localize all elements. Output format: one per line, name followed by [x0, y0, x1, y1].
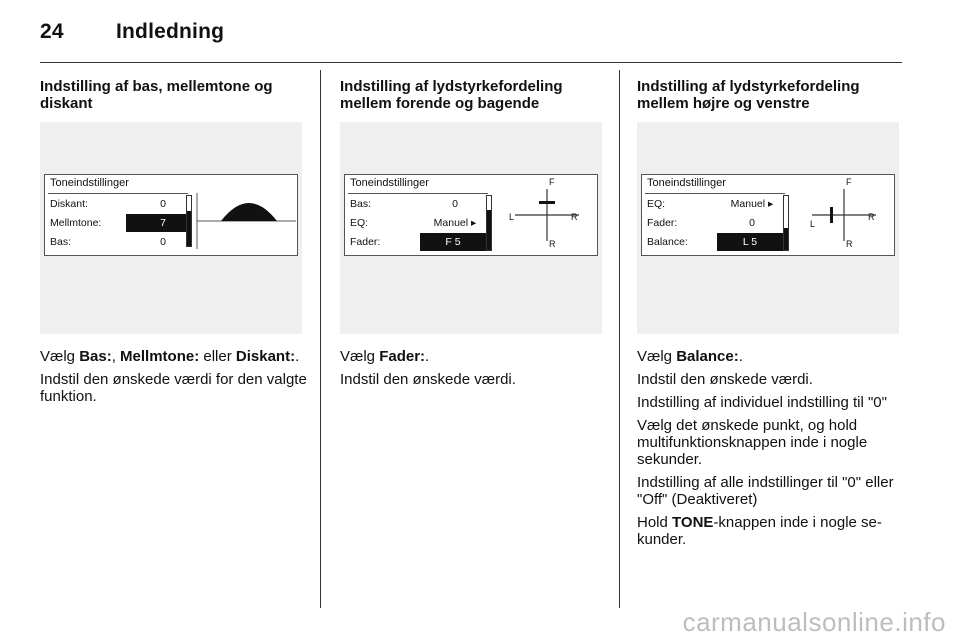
watermark: carmanualsonline.info	[682, 607, 946, 637]
caption-col2	[340, 348, 612, 388]
section-heading: Indstilling af lydstyrkefordeling mellem forende og bagende	[340, 78, 563, 112]
instruction-adjust: Indstil den ønskede værdi.	[637, 371, 813, 388]
page-number: 24	[40, 20, 64, 43]
compass-r-right: R	[868, 212, 875, 222]
tone-settings-figure	[40, 122, 302, 334]
setting-value: Manuel ▸	[730, 198, 774, 210]
setting-row-mid	[48, 214, 186, 232]
text-reset-all: Hold TONE-knappen inde i nogle se-kunder.	[637, 514, 882, 548]
setting-label: Mellmtone:	[50, 217, 102, 229]
setting-label: Fader:	[350, 236, 381, 248]
setting-value: 0	[160, 198, 166, 210]
setting-value: 0	[452, 198, 458, 210]
setting-label: EQ:	[647, 198, 666, 210]
level-bar	[486, 195, 492, 251]
setting-label: Balance:	[647, 236, 688, 248]
text-reset-individual: Vælg det ønskede punkt, og hold multifunktionsknappen inde i nogle sekunder.	[637, 417, 868, 468]
instruction-adjust: Indstil den ønskede værdi for den valgte funktion.	[40, 371, 307, 405]
setting-label: Bas:	[350, 198, 372, 210]
screen-title: Toneindstillinger	[350, 177, 429, 189]
setting-label: EQ:	[350, 217, 369, 229]
compass-r-bottom: R	[846, 239, 853, 249]
compass-f: F	[549, 177, 555, 187]
header-rule	[40, 62, 902, 63]
caption-col3	[637, 348, 909, 548]
display-screen	[641, 174, 895, 256]
screen-title: Toneindstillinger	[50, 177, 129, 189]
subheading-reset-individual: Indstilling af individuel indstilling til "0"	[637, 394, 887, 411]
compass-r-bottom: R	[549, 239, 556, 249]
setting-label: Bas:	[50, 236, 72, 248]
setting-value: L 5	[742, 236, 758, 248]
column-divider-1	[320, 70, 321, 608]
page-title: Indledning	[116, 20, 225, 43]
instruction-select: Vælg Bas:, Mellmtone: eller Diskant:.	[40, 348, 300, 365]
column-divider-2	[619, 70, 620, 608]
compass-l: L	[509, 212, 515, 222]
level-bar	[783, 195, 789, 251]
balance-figure	[637, 122, 899, 334]
fader-figure	[340, 122, 602, 334]
setting-row	[645, 214, 783, 232]
level-bar-fill	[187, 211, 191, 246]
setting-value: 0	[749, 217, 755, 229]
column-fader	[340, 78, 612, 112]
setting-value: F 5	[445, 236, 461, 248]
setting-value: 0	[160, 236, 166, 248]
setting-row	[645, 195, 783, 213]
caption-col1	[40, 348, 312, 405]
screen-divider	[348, 193, 488, 194]
compass-r-right: R	[571, 212, 578, 222]
setting-row	[48, 233, 186, 251]
level-bar-fill	[784, 228, 788, 250]
level-bar	[186, 195, 192, 247]
page-header	[40, 20, 224, 44]
setting-row	[48, 195, 186, 213]
setting-row-fader	[348, 233, 486, 251]
setting-row-balance	[645, 233, 783, 251]
subheading-reset-all: Indstilling af alle indstillinger til "0" eller "Off" (Deaktiveret)	[637, 474, 894, 508]
instruction-adjust: Indstil den ønskede værdi.	[340, 371, 516, 388]
setting-value: 7	[160, 217, 166, 229]
setting-label: Diskant:	[50, 198, 88, 210]
column-bass-mid-treble	[40, 78, 312, 112]
display-screen	[344, 174, 598, 256]
screen-divider	[48, 193, 188, 194]
eq-curve-graphic	[193, 193, 296, 249]
compass-f: F	[846, 177, 852, 187]
setting-row	[348, 195, 486, 213]
instruction-select: Vælg Fader:.	[340, 348, 430, 365]
screen-title: Toneindstillinger	[647, 177, 726, 189]
setting-label: Fader:	[647, 217, 678, 229]
screen-divider	[645, 193, 785, 194]
level-bar-fill	[487, 210, 491, 251]
setting-row	[348, 214, 486, 232]
column-balance	[637, 78, 907, 112]
instruction-select: Vælg Balance:.	[637, 348, 743, 365]
setting-value: Manuel ▸	[433, 217, 477, 229]
section-heading: Indstilling af lydstyrkefordeling mellem højre og venstre	[637, 78, 860, 112]
display-screen	[44, 174, 298, 256]
section-heading: Indstilling af bas, mellemtone og diskant	[40, 78, 273, 112]
compass-l: L	[810, 219, 816, 229]
